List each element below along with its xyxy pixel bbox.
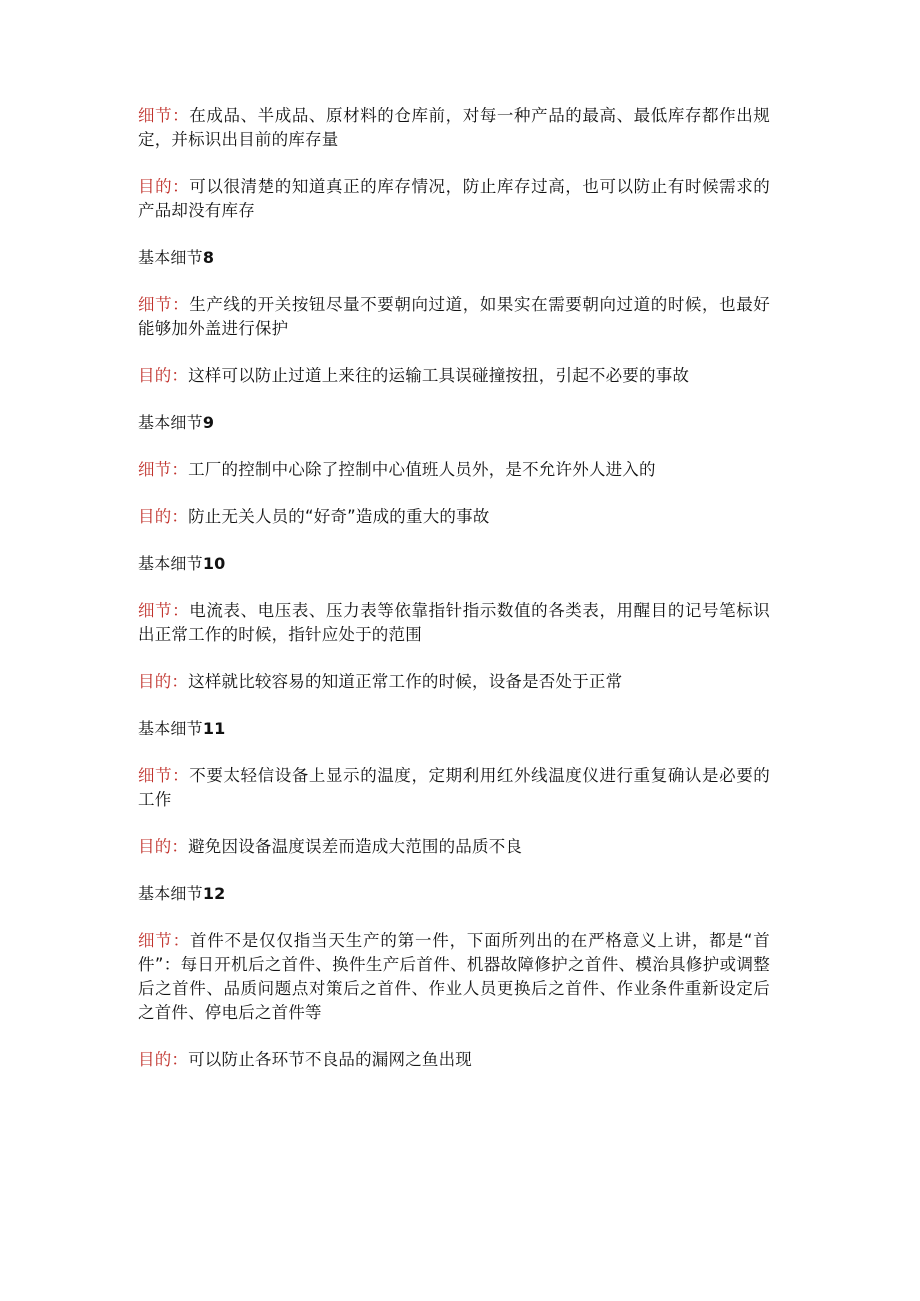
detail-label: 细节： (138, 106, 190, 125)
section-11-detail-paragraph (138, 764, 770, 812)
section-8-purpose-paragraph (138, 364, 770, 388)
detail-label: 细节： (138, 295, 190, 314)
section-11-purpose-paragraph (138, 835, 770, 859)
purpose-label: 目的： (138, 507, 189, 526)
section-9-detail-paragraph (138, 458, 770, 482)
purpose-text: 可以防止各环节不良品的漏网之鱼出现 (188, 1050, 473, 1069)
purpose-label: 目的： (138, 837, 189, 856)
purpose-text: 这样就比较容易的知道正常工作的时候，设备是否处于正常 (188, 672, 623, 691)
section-12-detail-paragraph (138, 929, 770, 1025)
document-body (138, 104, 770, 1072)
detail-label: 细节： (138, 931, 190, 950)
detail-text: 生产线的开关按钮尽量不要朝向过道，如果实在需要朝向过道的时候，也最好能够加外盖进行保护 (138, 295, 770, 338)
purpose-label: 目的： (138, 177, 190, 196)
section-8-detail-paragraph (138, 293, 770, 341)
detail-text: 不要太轻信设备上显示的温度，定期利用红外线温度仪进行重复确认是必要的工作 (138, 766, 770, 809)
section-10-purpose-paragraph (138, 670, 770, 694)
intro-purpose-paragraph (138, 175, 770, 223)
purpose-text: 防止无关人员的“好奇”造成的重大的事故 (188, 507, 490, 526)
detail-label: 细节： (138, 460, 189, 479)
purpose-text: 避免因设备温度误差而造成大范围的品质不良 (188, 837, 523, 856)
section-10-detail-paragraph (138, 599, 770, 647)
section-heading-11: 基本细节11 (138, 719, 226, 738)
section-9-purpose-paragraph (138, 505, 770, 529)
detail-label: 细节： (138, 766, 190, 785)
purpose-label: 目的： (138, 366, 189, 385)
purpose-label: 目的： (138, 1050, 189, 1069)
section-heading-9: 基本细节9 (138, 413, 215, 432)
section-heading-8: 基本细节8 (138, 248, 215, 267)
section-heading-12: 基本细节12 (138, 884, 226, 903)
detail-text: 电流表、电压表、压力表等依靠指针指示数值的各类表，用醒目的记号笔标识出正常工作的时候，指针应处于的范围 (138, 601, 770, 644)
purpose-text: 这样可以防止过道上来往的运输工具误碰撞按扭，引起不必要的事故 (188, 366, 690, 385)
purpose-label: 目的： (138, 672, 189, 691)
purpose-text: 可以很清楚的知道真正的库存情况，防止库存过高，也可以防止有时候需求的产品却没有库存 (138, 177, 770, 220)
detail-label: 细节： (138, 601, 190, 620)
section-12-purpose-paragraph (138, 1048, 770, 1072)
section-heading-10: 基本细节10 (138, 554, 226, 573)
detail-text: 在成品、半成品、原材料的仓库前，对每一种产品的最高、最低库存都作出规定，并标识出目前的库存量 (138, 106, 770, 149)
detail-text: 工厂的控制中心除了控制中心值班人员外，是不允许外人进入的 (188, 460, 656, 479)
detail-text: 首件不是仅仅指当天生产的第一件，下面所列出的在严格意义上讲，都是“首件”：每日开机后之首件、换件生产后首件、机器故障修护之首件、模治具修护或调整后之首件、品质问题点对策后之首件、作业人员更换后之首件、作业条件重新设定后之首件、停电后之首件等 (138, 931, 770, 1022)
intro-detail-paragraph (138, 104, 770, 152)
